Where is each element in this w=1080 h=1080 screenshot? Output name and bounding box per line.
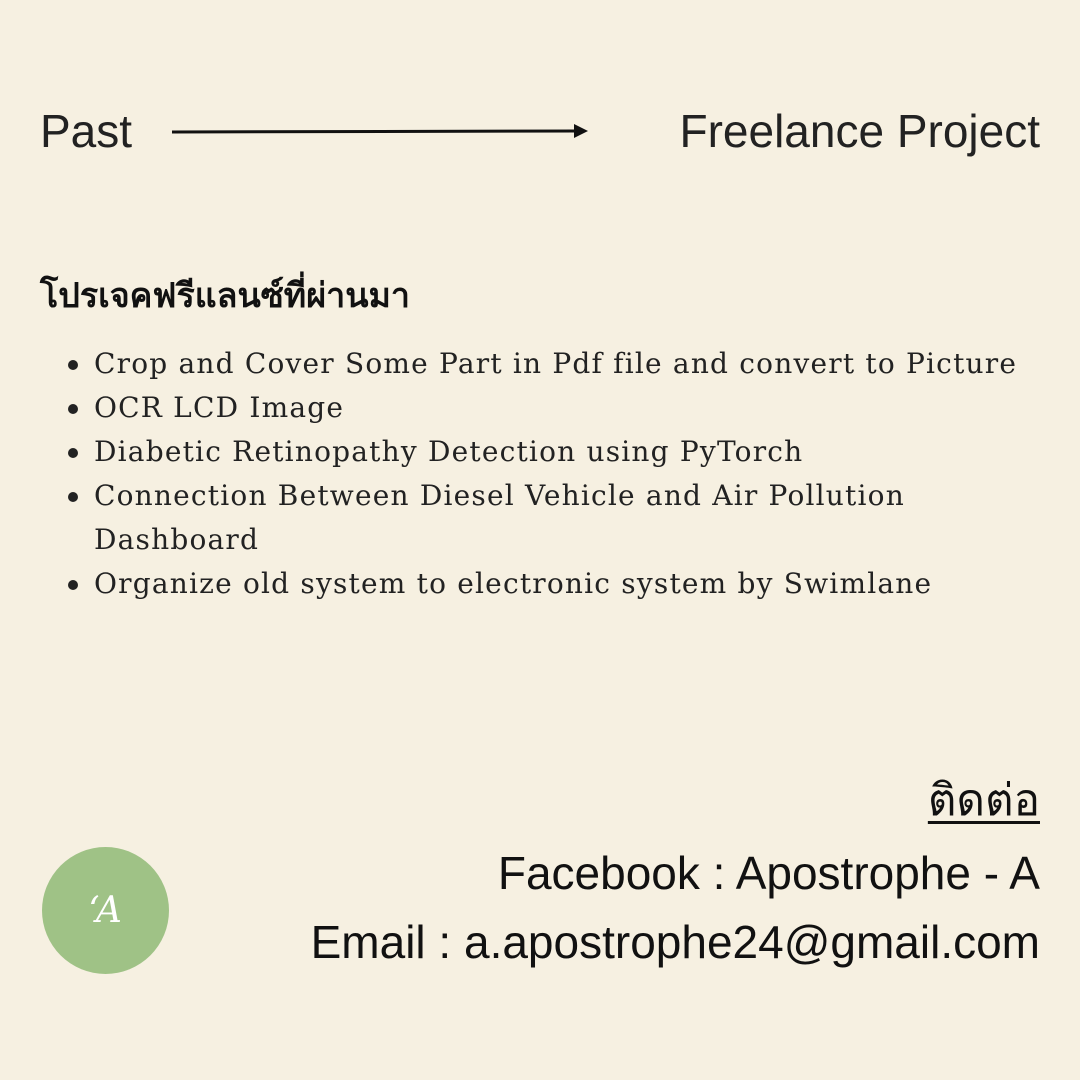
bullet-icon bbox=[68, 404, 78, 414]
email-contact[interactable]: Email : a.apostrophe24@gmail.com bbox=[310, 916, 1040, 968]
bullet-icon bbox=[68, 448, 78, 458]
list-item-text: Diabetic Retinopathy Detection using PyTorch bbox=[94, 435, 804, 468]
list-item-text: OCR LCD Image bbox=[94, 391, 345, 424]
list-item bbox=[40, 430, 1040, 474]
list-item-text: Crop and Cover Some Part in Pdf file and convert to Picture bbox=[94, 347, 1018, 380]
list-item-text: Connection Between Diesel Vehicle and Air Pollution Dashboard bbox=[94, 479, 905, 556]
logo-badge bbox=[42, 847, 169, 974]
section-title: โปรเจคฟรีแลนซ์ที่ผ่านมา bbox=[40, 276, 410, 316]
arrow-right-icon bbox=[172, 120, 592, 144]
list-item bbox=[40, 342, 1040, 386]
bullet-icon bbox=[68, 492, 78, 502]
list-item bbox=[40, 562, 1040, 606]
list-item bbox=[40, 474, 1040, 562]
facebook-contact: Facebook : Apostrophe - A bbox=[497, 847, 1040, 899]
list-item bbox=[40, 386, 1040, 430]
list-item-text: Organize old system to electronic system by Swimlane bbox=[94, 567, 933, 600]
bullet-icon bbox=[68, 360, 78, 370]
freelance-project-label: Freelance Project bbox=[679, 105, 1040, 157]
header bbox=[0, 100, 1080, 162]
bullet-icon bbox=[68, 580, 78, 590]
contact-title: ติดต่อ bbox=[927, 775, 1040, 826]
past-label: Past bbox=[40, 105, 133, 157]
logo-text: ‘A bbox=[88, 890, 123, 931]
project-list bbox=[40, 342, 1040, 606]
